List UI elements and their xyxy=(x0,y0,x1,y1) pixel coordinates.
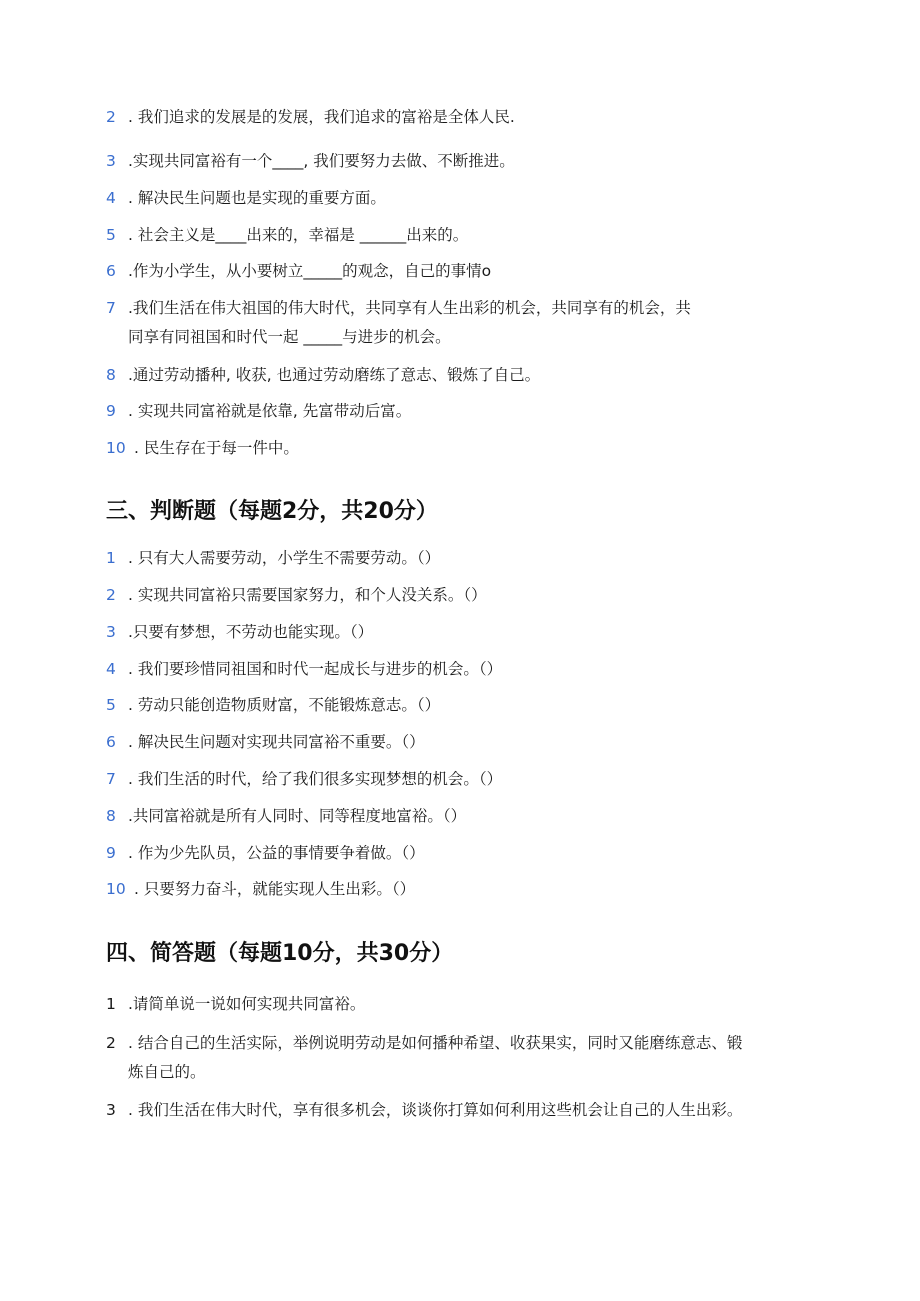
item-text: . 民生存在于每一件中。 xyxy=(134,439,299,457)
item-text: .作为小学生，从小要树立_____的观念，自己的事情o xyxy=(128,262,492,280)
fill-item-5 xyxy=(106,225,468,245)
fill-item-6 xyxy=(106,261,491,281)
item-text: .共同富裕就是所有人同时、同等程度地富裕。（） xyxy=(128,807,467,825)
fill-item-7 xyxy=(106,298,691,318)
judge-item-1 xyxy=(106,548,440,568)
answer-item-2 xyxy=(106,1033,742,1053)
section-heading-judgement: 三、判断题（每题2分，共20分） xyxy=(106,499,438,524)
judge-item-5 xyxy=(106,695,440,715)
item-text: . 只有大人需要劳动，小学生不需要劳动。（） xyxy=(128,549,441,567)
item-number: 8 xyxy=(106,807,116,825)
answer-item-1 xyxy=(106,994,365,1014)
item-number: 10 xyxy=(106,880,126,898)
item-number: 5 xyxy=(106,226,116,244)
fill-item-2 xyxy=(106,107,515,127)
item-text: . 我们生活在伟大时代，享有很多机会，谈谈你打算如何利用这些机会让自己的人生出彩。 xyxy=(128,1101,743,1119)
item-text: .实现共同富裕有一个____, 我们要努力去做、不断推进。 xyxy=(128,152,515,170)
item-number: 3 xyxy=(106,152,116,170)
item-number: 4 xyxy=(106,189,116,207)
section-heading-short-answer: 四、简答题（每题10分，共30分） xyxy=(106,941,454,966)
judge-item-10 xyxy=(106,879,415,899)
item-text: . 社会主义是____出来的，幸福是 ______出来的。 xyxy=(128,226,469,244)
item-text: . 只要努力奋斗，就能实现人生出彩。（） xyxy=(134,880,416,898)
item-text: . 实现共同富裕只需要国家努力，和个人没关系。（） xyxy=(128,586,487,604)
fill-item-4 xyxy=(106,188,386,208)
item-text: . 我们生活的时代，给了我们很多实现梦想的机会。（） xyxy=(128,770,503,788)
judge-item-9 xyxy=(106,843,425,863)
judge-item-7 xyxy=(106,769,502,789)
fill-item-9 xyxy=(106,401,411,421)
item-number: 6 xyxy=(106,262,116,280)
fill-item-7-continuation: 同享有同祖国和时代一起 _____与进步的机会。 xyxy=(128,328,451,346)
answer-item-2-continuation: 炼自己的。 xyxy=(128,1063,206,1081)
item-number: 2 xyxy=(106,108,116,126)
item-number: 3 xyxy=(106,623,116,641)
item-text: . 结合自己的生活实际，举例说明劳动是如何播种希望、收获果实，同时又能磨练意志、锻 xyxy=(128,1034,743,1052)
item-number: 2 xyxy=(106,1034,116,1052)
item-number: 9 xyxy=(106,402,116,420)
item-text: . 作为少先队员，公益的事情要争着做。（） xyxy=(128,844,425,862)
fill-item-3 xyxy=(106,151,515,171)
item-number: 1 xyxy=(106,549,116,567)
judge-item-6 xyxy=(106,732,425,752)
item-number: 5 xyxy=(106,696,116,714)
item-text: . 解决民生问题也是实现的重要方面。 xyxy=(128,189,386,207)
item-number: 8 xyxy=(106,366,116,384)
item-number: 9 xyxy=(106,844,116,862)
judge-item-4 xyxy=(106,659,502,679)
item-text: .我们生活在伟大祖国的伟大时代，共同享有人生出彩的机会，共同享有的机会，共 xyxy=(128,299,691,317)
item-number: 3 xyxy=(106,1101,116,1119)
item-text: . 劳动只能创造物质财富，不能锻炼意志。（） xyxy=(128,696,441,714)
item-text: . 实现共同富裕就是依靠, 先富带动后富。 xyxy=(128,402,412,420)
fill-item-8 xyxy=(106,365,540,385)
item-text: .只要有梦想，不劳动也能实现。（） xyxy=(128,623,374,641)
judge-item-8 xyxy=(106,806,466,826)
item-text: . 我们要珍惜同祖国和时代一起成长与进步的机会。（） xyxy=(128,660,503,678)
item-text: .通过劳动播种, 收获, 也通过劳动磨练了意志、锻炼了自己。 xyxy=(128,366,541,384)
judge-item-2 xyxy=(106,585,487,605)
item-number: 7 xyxy=(106,770,116,788)
item-text: . 解决民生问题对实现共同富裕不重要。（） xyxy=(128,733,425,751)
item-number: 2 xyxy=(106,586,116,604)
fill-item-10 xyxy=(106,438,299,458)
answer-item-3 xyxy=(106,1100,742,1120)
item-number: 6 xyxy=(106,733,116,751)
judge-item-3 xyxy=(106,622,373,642)
item-number: 4 xyxy=(106,660,116,678)
item-text: .请简单说一说如何实现共同富裕。 xyxy=(128,995,366,1013)
item-text: . 我们追求的发展是的发展，我们追求的富裕是全体人民. xyxy=(128,108,515,126)
item-number: 1 xyxy=(106,995,116,1013)
item-number: 10 xyxy=(106,439,126,457)
item-number: 7 xyxy=(106,299,116,317)
